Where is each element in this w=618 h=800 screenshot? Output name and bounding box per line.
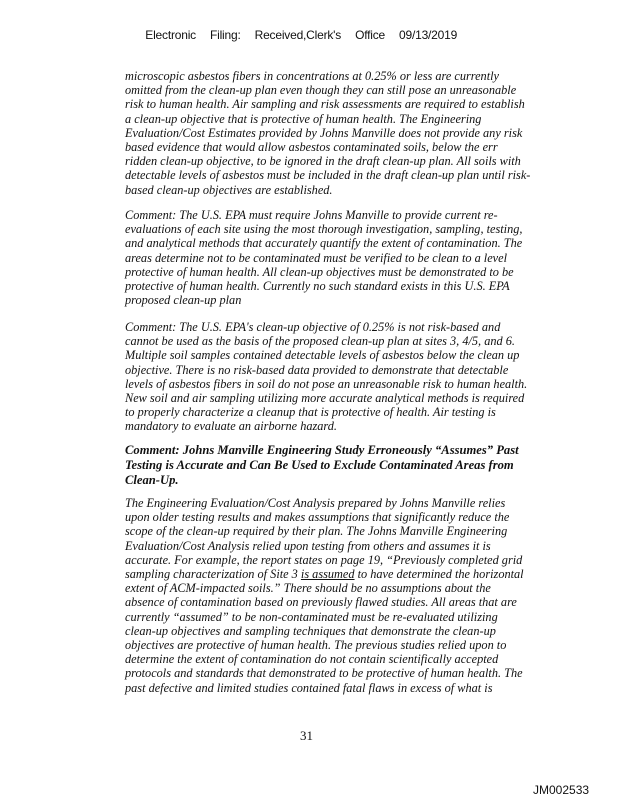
text-line: areas determine not to be contaminated must be verified to be clean to a level — [125, 250, 508, 265]
text-line: extent of ACM-impacted soils.” There should be no assumptions about the — [125, 581, 491, 596]
text-segment: sampling characterization of Site 3 — [125, 567, 301, 582]
text-line — [125, 567, 545, 581]
text-line: upon older testing results and makes assumptions that significantly reduce the — [125, 510, 510, 525]
text-line: ridden clean-up objective, to be ignored in the draft clean-up plan. All soils with — [125, 154, 521, 169]
text-line: scope of the clean-up required by their plan. The Johns Manville Engineering — [125, 524, 508, 539]
text-line: mandatory to evaluate an airborne hazard. — [125, 419, 337, 434]
text-line: New soil and air sampling utilizing more accurate analytical methods is required — [125, 391, 525, 406]
text-line: based evidence that would allow asbestos contaminated soils, below the err — [125, 140, 498, 155]
text-line: clean-up objectives and sampling techniques that demonstrate the clean-up — [125, 623, 496, 638]
page-number: 31 — [300, 728, 313, 743]
header-part: Electronic — [145, 28, 196, 42]
text-line: detectable levels of asbestos must be included in the draft clean-up plan until risk- — [125, 168, 531, 183]
text-line: and analytical methods that accurately quantify the extent of contamination. The — [125, 236, 523, 251]
comment-re-evaluations — [125, 208, 545, 307]
text-line: objectives are protective of human health. The previous studies relied upon to — [125, 638, 507, 653]
text-line: Evaluation/Cost Analysis relied upon testing from others and assumes it is — [125, 538, 491, 553]
header-date: 09/13/2019 — [399, 28, 458, 42]
text-line: Multiple soil samples contained detectable levels of asbestos below the clean up — [125, 348, 520, 363]
text-segment: to have determined the horizontal — [354, 567, 524, 582]
body-paragraph — [125, 496, 545, 695]
text-line: objective. There is no risk-based data provided to demonstrate that detectable — [125, 362, 509, 377]
text-line: protective of human health. Currently no such standard exists in this U.S. EPA — [125, 279, 510, 294]
text-line: microscopic asbestos fibers in concentrations at 0.25% or less are currently — [125, 69, 499, 83]
text-line: evaluations of each site using the most thorough investigation, sampling, testing, — [125, 222, 523, 237]
text-line: Evaluation/Cost Estimates provided by Johns Manville does not provide any risk — [125, 125, 523, 140]
text-line: omitted from the clean-up plan even though they can still pose an unreasonable — [125, 83, 517, 98]
underlined-text: is assumed — [300, 567, 355, 582]
filing-header — [139, 14, 471, 42]
header-part: Office — [355, 28, 386, 42]
header-part: Filing: — [209, 28, 241, 42]
text-line: accurate. For example, the report states on page 19, “Previously completed grid — [125, 552, 523, 567]
heading-line: Testing is Accurate and Can Be Used to Exclude Contaminated Areas from — [125, 458, 514, 472]
text-line: based clean-up objectives are established. — [125, 182, 333, 197]
text-line: The Engineering Evaluation/Cost Analysis prepared by Johns Manville relies — [125, 496, 506, 510]
section-heading — [125, 443, 545, 488]
text-line: a clean-up objective that is protective of human health. The Engineering — [125, 111, 482, 126]
heading-line: Clean-Up. — [125, 473, 179, 487]
text-line: cannot be used as the basis of the proposed clean-up plan at sites 3, 4/5, and 6. — [125, 334, 515, 349]
text-line: absence of contamination based on previously flawed studies. All areas that are — [125, 595, 517, 610]
text-line: protective of human health. All clean-up objectives must be demonstrated to be — [125, 264, 514, 279]
heading-line: Comment: Johns Manville Engineering Study Erroneously “Assumes” Past — [125, 443, 519, 457]
comment-clean-up-objective — [125, 320, 545, 434]
text-line: levels of asbestos fibers in soil do not pose an unreasonable risk to human health. — [125, 376, 528, 391]
text-line: Comment: The U.S. EPA's clean-up objective of 0.25% is not risk-based and — [125, 320, 501, 334]
text-line: protocols and standards that demonstrated to be protective of human health. The — [125, 666, 523, 681]
text-line: currently “assumed” to be non-contaminated must be re-evaluated utilizing — [125, 609, 498, 624]
text-line: past defective and limited studies contained fatal flaws in excess of what is — [125, 680, 493, 695]
text-line: risk to human health. Air sampling and risk assessments are required to establish — [125, 97, 525, 112]
text-line: to properly characterize a cleanup that is protective of health. Air testing is — [125, 405, 496, 420]
bates-number: JM002533 — [533, 783, 590, 797]
text-line: determine the extent of contamination do not contain scientifically accepted — [125, 652, 499, 667]
text-line: Comment: The U.S. EPA must require Johns Manville to provide current re- — [125, 208, 498, 222]
paragraph-asbestos-omitted — [125, 69, 545, 197]
header-part: Received,Clerk's — [254, 28, 342, 42]
text-line: proposed clean-up plan — [125, 293, 242, 308]
